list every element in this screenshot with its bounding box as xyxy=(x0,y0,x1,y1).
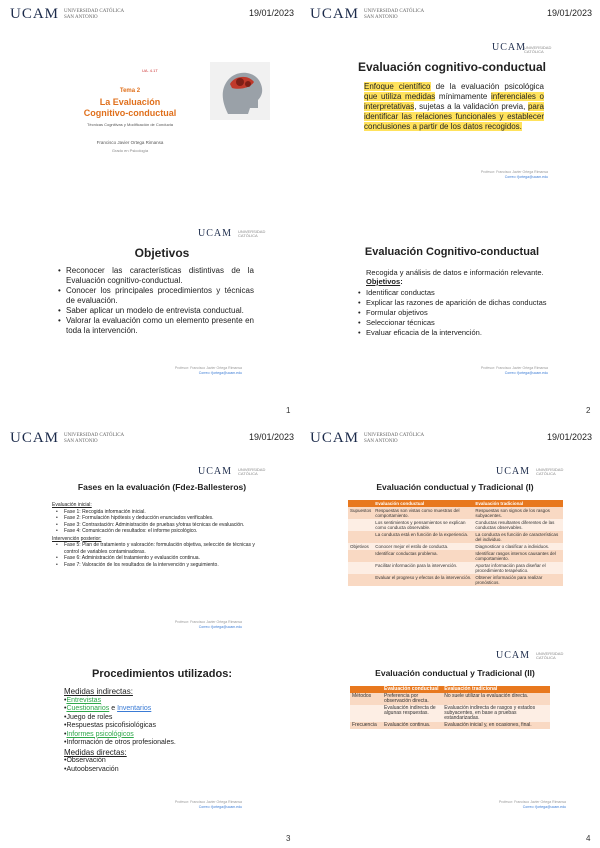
table-row: La conducta está en función de la experiencia. La conducta es función de características del individuo. xyxy=(348,531,563,543)
slide-evaluacion-objetivos xyxy=(352,216,552,386)
table-row: Evaluar el progreso y efectos de la intervención. Obtener información para realizar pronósticos. xyxy=(348,574,563,586)
definition-paragraph: Enfoque científico de la evaluación psicológica que utiliza medidas mínimamente inferenciales o interpretativas, sujetas a la validación previa, para identificar las relaciones funcionales y establecer conclusiones a partir de los datos recogidos. xyxy=(364,82,545,131)
slide-footer: Profesor: Francisco Javier Ortega Rimansa Correo: fjortega@ucam.edu xyxy=(174,366,242,375)
slide-title: Evaluación cognitivo-conductual xyxy=(357,60,547,74)
slide-evaluacion-def xyxy=(352,40,552,210)
slide-logo-sub: UNIVERSIDAD CATÓLICA xyxy=(238,229,266,238)
slide-footer: Profesor: Francisco Javier Ortega Rimansa Correo: fjortega@ucam.edu xyxy=(174,620,242,629)
table-row: Supuestos Respuestas son vistas como muestras del comportamiento. Respuestas son signos de los rasgos subyacentes. xyxy=(348,507,563,519)
page-number: 1 xyxy=(286,406,291,415)
phases-list xyxy=(52,542,267,568)
list-item: •Juego de roles xyxy=(64,713,113,721)
objectives-list xyxy=(58,266,254,336)
ucam-logo: UCAM xyxy=(310,6,360,22)
page-number: 3 xyxy=(286,834,291,843)
university-name: UNIVERSIDAD CATÓLICA SAN ANTONIO xyxy=(364,9,425,20)
slide-ucam-logo: UCAM xyxy=(197,228,232,239)
list-item: •Autoobservación xyxy=(64,765,119,773)
slide-title: Evaluación conductual y Tradicional (I) xyxy=(376,482,534,492)
header-date: 19/01/2023 xyxy=(546,8,592,18)
page-number: 4 xyxy=(586,834,591,843)
header-date: 19/01/2023 xyxy=(248,8,294,18)
slide-comparativa-2 xyxy=(340,646,570,816)
slide-procedimientos xyxy=(52,646,272,816)
list-item: • Fase 4: Comunicación de resultados: el informe psicológico. xyxy=(56,528,267,535)
list-item: • Reconocer las características distintivas de la Evaluación cognitivo-conductual. xyxy=(58,266,254,286)
list-item: • Fase 6: Administración del tratamiento y evaluación continua. xyxy=(56,555,267,562)
slide-title: Objetivos xyxy=(134,246,190,260)
table-row: Los sentimientos y pensamientos se explican como conducta observable. Conductas resultantes diferentes de las conductas observables. xyxy=(348,519,563,531)
section-label: Medidas indirectas: xyxy=(64,687,133,696)
list-item: •Cuestionarios e Inventarios xyxy=(64,705,152,712)
slide-logo-sub: UNIVERSIDAD CATÓLICA xyxy=(524,45,552,54)
slide-tema: Tema 2 xyxy=(119,88,141,94)
page-bottom-half xyxy=(0,424,600,848)
slide-comparativa-1 xyxy=(340,464,570,664)
list-item: • Seleccionar técnicas xyxy=(358,318,548,328)
list-item: •Respuestas psicofisiológicas xyxy=(64,722,156,729)
procedures-content xyxy=(64,688,264,774)
slide-logo-sub: UNIVERSIDAD CATÓLICA xyxy=(238,467,266,476)
comparison-table: Evaluación conductual Evaluación tradicional Supuestos Respuestas son vistas como muestras del comportamiento. Respuestas son signos de los rasgos subyacentes. Los sentimientos y pensamientos se explican como conducta observable. Conductas resultantes diferentes de las conductas observables. La conducta está en función de la experiencia. La conducta es función de características del individuo. Objetivos Conocer mejor el estilo de conducta. Diagnosticar o clasificar a individuos. Identificar conductas problema. Identificar rasgos internos causantes del comportamiento. Facilitar información para la intervención. Aportar información para diseñar el procedimiento terapéutico. Evaluar el progreso y efectos de la intervención. Obtener información para realizar pronósticos. xyxy=(348,500,563,586)
slide-fases xyxy=(52,464,272,634)
slide-title: Procedimientos utilizados: xyxy=(92,668,232,680)
list-item: •Informes psicológicos xyxy=(64,730,134,738)
list-item: • Fase 7: Valoración de los resultados de la intervención y seguimiento. xyxy=(56,562,267,569)
comparison-table: Evaluación conductual Evaluación tradicional Métodos Preferencia por observación directa. No suele utilizar la evaluación directa. Evaluación indirecta de algunas respuestas. Evaluación indirecta de rasgos y estados subyacentes, en base a pruebas estandarizadas. Frecuencia Evaluación continua. Evaluación inicial y, en ocasiones, final. xyxy=(350,686,550,729)
list-item: • Fase 5: Plan de tratamiento y valoración: formulación objetiva, selección de técnicas y control de variables contaminadoras. xyxy=(56,542,267,555)
slide-footer: Profesor: Francisco Javier Ortega Rimansa Correo: fjortega@ucam.edu xyxy=(480,170,548,179)
list-item: • Explicar las razones de aparición de dichas conductas xyxy=(358,298,548,308)
table-row: Métodos Preferencia por observación directa. No suele utilizar la evaluación directa. xyxy=(350,693,550,705)
slide-ucam-logo: UCAM xyxy=(491,42,526,53)
slide-ucam-logo: UCAM xyxy=(495,650,530,661)
table-row: Identificar conductas problema. Identificar rasgos internos causantes del comportamiento. xyxy=(348,550,563,562)
list-item: • Saber aplicar un modelo de entrevista conductual. xyxy=(58,306,254,316)
ucam-logo: UCAM xyxy=(10,6,60,22)
section-label: Evaluación inicial: xyxy=(52,502,92,508)
list-item: • Fase 1: Recogida información inicial. xyxy=(56,509,267,516)
slide-ucam-logo: UCAM xyxy=(197,466,232,477)
university-name: UNIVERSIDAD CATÓLICA SAN ANTONIO xyxy=(64,433,125,444)
slide-subtitle: Técnicas Cognitivas y Modificación de Conducta xyxy=(86,122,174,127)
slide-title-page xyxy=(50,40,270,210)
slide-title: Fases en la evaluación (Fdez-Ballesteros) xyxy=(77,482,247,492)
objectives-list xyxy=(358,288,548,338)
slide-degree: Grado en Psicología xyxy=(111,148,149,153)
slide-footer: Profesor: Francisco Javier Ortega Rimansa Correo: fjortega@ucam.edu xyxy=(174,800,242,809)
ucam-logo: UCAM xyxy=(310,430,360,446)
list-item: • Valorar la evaluación como un elemento presente en toda la intervención. xyxy=(58,316,254,336)
table-row: Evaluación indirecta de algunas respuestas. Evaluación indirecta de rasgos y estados subyacentes, en base a pruebas estandarizadas. xyxy=(350,705,550,722)
slide-author: Francisco Javier Ortega Rimansa xyxy=(96,140,164,145)
slide-main-title: La Evaluación Cognitivo-conductual xyxy=(83,97,177,118)
university-name: UNIVERSIDAD CATÓLICA SAN ANTONIO xyxy=(364,433,425,444)
list-item: •Entrevistas xyxy=(64,696,102,704)
slide-objetivos xyxy=(52,216,272,386)
slide-title: Evaluación conductual y Tradicional (II) xyxy=(375,668,535,678)
slide-title: Evaluación Cognitivo-conductual xyxy=(364,246,540,258)
header-date: 19/01/2023 xyxy=(546,432,592,442)
list-item: • Conocer los principales procedimientos y técnicas de evaluación. xyxy=(58,286,254,306)
list-item: • Fase 2: Formulación hipótesis y deducción enunciados verificables. xyxy=(56,515,267,522)
table-row: Frecuencia Evaluación continua. Evaluación inicial y, en ocasiones, final. xyxy=(350,722,550,729)
header-date: 19/01/2023 xyxy=(248,432,294,442)
ucam-logo: UCAM xyxy=(10,430,60,446)
intro-text: Recogida y análisis de datos e información relevante. Objetivos: xyxy=(366,268,544,286)
list-item: • Fase 3: Contrastación: Administración de pruebas y/otras técnicas de evaluación. xyxy=(56,522,267,529)
list-item: • Formular objetivos xyxy=(358,308,548,318)
phases-content xyxy=(52,502,267,568)
section-label: Intervención posterior: xyxy=(52,535,102,542)
slide-footer: Profesor: Francisco Javier Ortega Rimansa Correo: fjortega@ucam.edu xyxy=(498,800,566,809)
table-row: Objetivos Conocer mejor el estilo de conducta. Diagnosticar o clasificar a individuos. xyxy=(348,543,563,550)
list-item: • Evaluar eficacia de la intervención. xyxy=(358,328,548,338)
slide-tag: UA. 4.1T xyxy=(142,68,158,73)
list-item: •Información de otros profesionales. xyxy=(64,739,176,746)
list-item: •Observación xyxy=(64,757,106,764)
slide-footer: Profesor: Francisco Javier Ortega Rimansa Correo: fjortega@ucam.edu xyxy=(480,366,548,375)
page-number: 2 xyxy=(586,406,591,415)
section-label: Medidas directas: xyxy=(64,747,127,757)
slide-logo-sub: UNIVERSIDAD CATÓLICA xyxy=(536,651,564,660)
university-name: UNIVERSIDAD CATÓLICA SAN ANTONIO xyxy=(64,9,125,20)
slide-logo-sub: UNIVERSIDAD CATÓLICA xyxy=(536,467,564,476)
head-gears-illustration-icon xyxy=(210,62,270,120)
table-row: Facilitar información para la intervención. Aportar información para diseñar el procedimiento terapéutico. xyxy=(348,562,563,574)
phases-list xyxy=(52,509,267,535)
slide-ucam-logo: UCAM xyxy=(495,466,530,477)
list-item: • Identificar conductas xyxy=(358,288,548,298)
